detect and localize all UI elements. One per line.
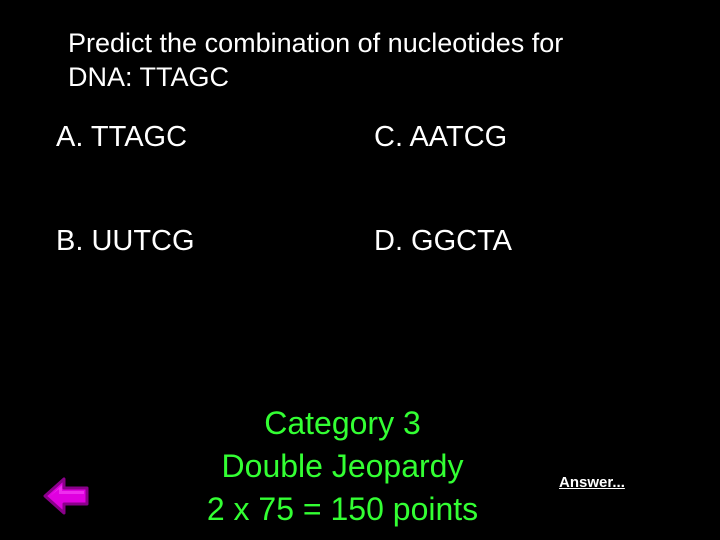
answer-link[interactable]: Answer... (559, 474, 625, 491)
category-title: Category 3 (264, 405, 421, 441)
left-arrow-icon (42, 476, 90, 516)
category-points (170, 402, 515, 531)
points-value: 2 x 75 = 150 points (206, 491, 479, 527)
choice-d[interactable]: D. GGCTA (374, 225, 513, 257)
choice-b[interactable]: B. UUTCG (56, 225, 195, 257)
choice-a[interactable]: A. TTAGC (56, 121, 188, 153)
question-line-2: DNA: TTAGC (68, 62, 230, 92)
choice-c[interactable]: C. AATCG (374, 121, 508, 153)
question-text (68, 26, 688, 94)
category-subtitle: Double Jeopardy (221, 448, 464, 484)
question-line-1: Predict the combination of nucleotides for (68, 28, 564, 58)
back-button[interactable] (42, 476, 90, 516)
